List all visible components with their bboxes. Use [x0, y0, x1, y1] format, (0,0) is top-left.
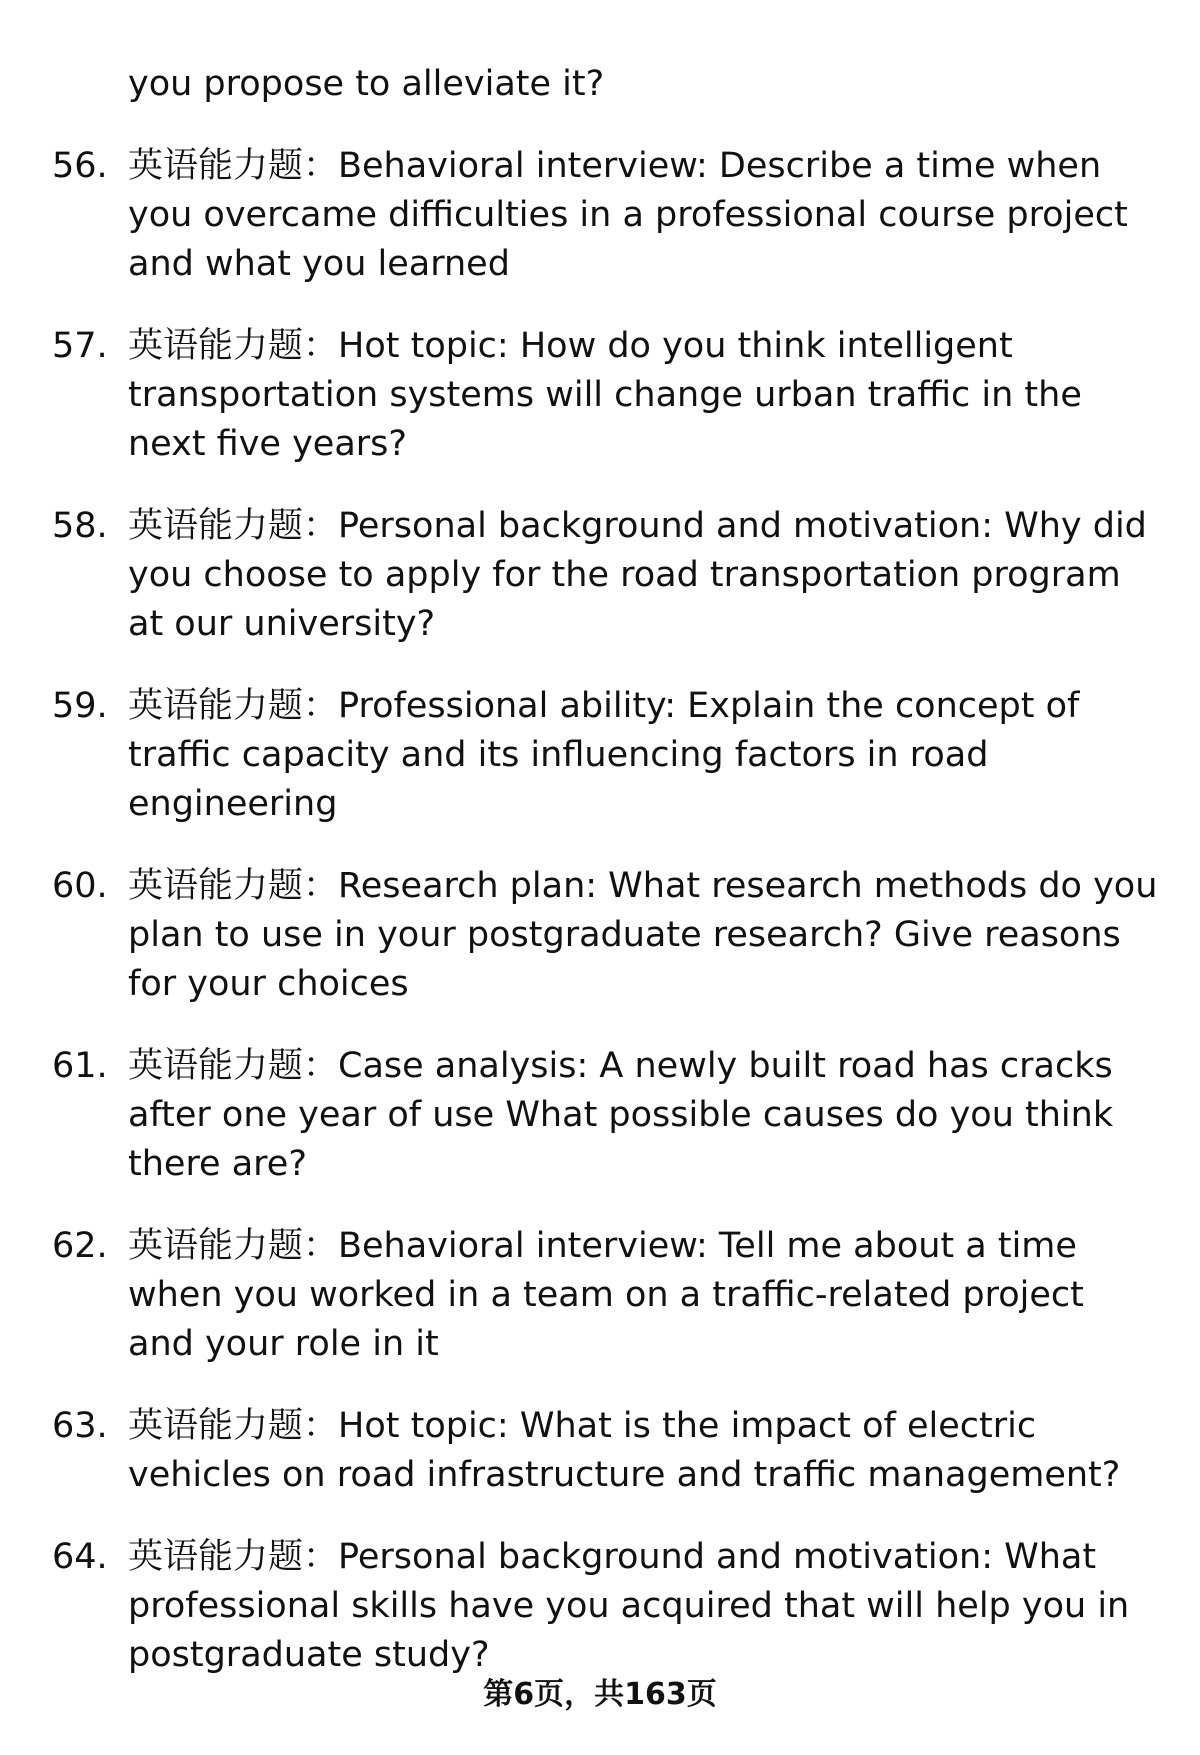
question-text: Personal background and motivation: What professional skills have you acquired that will help you in postgraduate study? [128, 1537, 1130, 1675]
question-number: 57. [52, 326, 108, 366]
question-item [0, 682, 1200, 829]
question-text: Case analysis: A newly built road has cracks after one year of use What possible causes do you think there are? [128, 1046, 1114, 1184]
question-item [0, 322, 1200, 469]
question-item [0, 1533, 1200, 1680]
question-number: 61. [52, 1046, 108, 1086]
question-number: 60. [52, 866, 108, 906]
question-text: Professional ability: Explain the concept of traffic capacity and its influencing factors in road engineering [128, 686, 1080, 824]
question-category: 英语能力题： [128, 146, 339, 186]
question-list [0, 142, 1200, 1713]
question-text: Behavioral interview: Tell me about a time when you worked in a team on a traffic-related project and your role in it [128, 1226, 1084, 1364]
question-number: 56. [52, 146, 108, 186]
question-item [0, 1222, 1200, 1369]
question-text: Hot topic: How do you think intelligent transportation systems will change urban traffic in the next five years? [128, 326, 1082, 464]
question-item [0, 1042, 1200, 1189]
continued-question-text: you propose to alleviate it? [128, 64, 605, 104]
question-category: 英语能力题： [128, 686, 339, 726]
question-category: 英语能力题： [128, 506, 339, 546]
question-number: 62. [52, 1226, 108, 1266]
question-category: 英语能力题： [128, 866, 339, 906]
question-item [0, 142, 1200, 289]
question-text: Personal background and motivation: Why did you choose to apply for the road transportation program at our university? [128, 506, 1147, 644]
question-number: 63. [52, 1406, 108, 1446]
question-category: 英语能力题： [128, 1046, 339, 1086]
question-category: 英语能力题： [128, 326, 339, 366]
question-category: 英语能力题： [128, 1406, 339, 1446]
question-text: Hot topic: What is the impact of electric vehicles on road infrastructure and traffic management? [128, 1406, 1121, 1495]
question-text: Research plan: What research methods do you plan to use in your postgraduate research? Give reasons for your choices [128, 866, 1158, 1004]
question-number: 64. [52, 1537, 108, 1577]
question-item [0, 862, 1200, 1009]
page-footer: 第6页，共163页 [483, 1677, 717, 1712]
question-text: Behavioral interview: Describe a time when you overcame difficulties in a professional course project and what you learned [128, 146, 1128, 284]
question-item [0, 502, 1200, 649]
question-number: 58. [52, 506, 108, 546]
question-category: 英语能力题： [128, 1226, 339, 1266]
question-category: 英语能力题： [128, 1537, 339, 1577]
question-number: 59. [52, 686, 108, 726]
question-item [0, 1402, 1200, 1500]
